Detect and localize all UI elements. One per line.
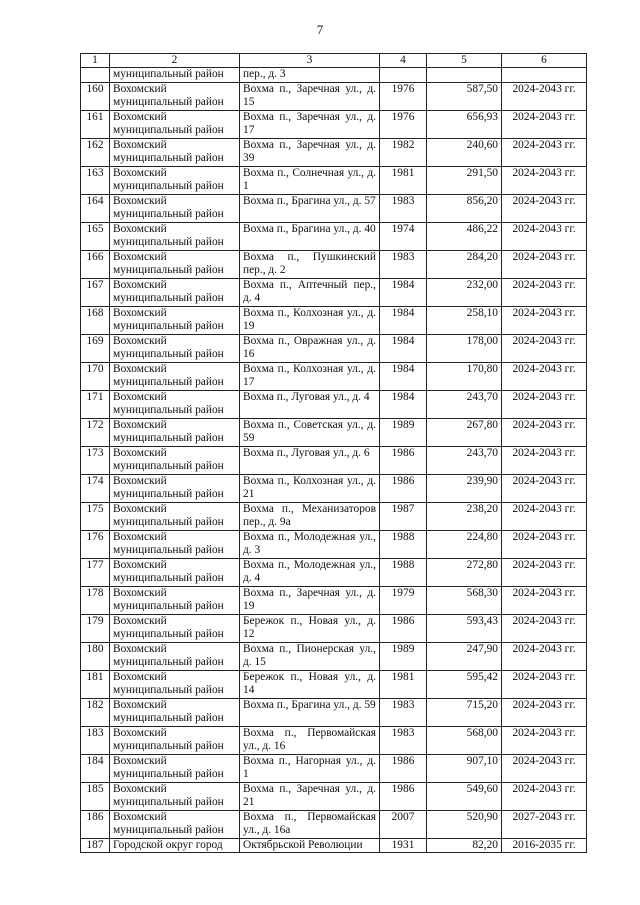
district-cell: Вохомский муниципальный район [110,670,240,698]
row-number-cell: 161 [81,110,110,138]
row-number-cell: 166 [81,250,110,278]
period-cell: 2024-2043 гг. [502,110,587,138]
year-cell: 1984 [380,278,427,306]
period-cell: 2024-2043 гг. [502,194,587,222]
period-cell: 2024-2043 гг. [502,726,587,754]
year-cell: 1976 [380,82,427,110]
address-cell: Вохма п., Заречная ул., д. 21 [240,782,380,810]
area-cell: 239,90 [427,474,502,502]
address-cell: Вохма п., Первомайская ул., д. 16а [240,810,380,838]
row-number-cell: 167 [81,278,110,306]
row-number-cell: 181 [81,670,110,698]
column-header: 5 [427,54,502,68]
period-cell: 2024-2043 гг. [502,642,587,670]
period-cell: 2027-2043 гг. [502,810,587,838]
table-row [81,782,587,810]
district-cell: Вохомский муниципальный район [110,222,240,250]
row-number-cell: 176 [81,530,110,558]
district-cell: муниципальный район [110,68,240,83]
address-cell: Вохма п., Советская ул., д. 59 [240,418,380,446]
table-row [81,642,587,670]
table-row [81,502,587,530]
address-cell: Вохма п., Колхозная ул., д. 17 [240,362,380,390]
period-cell: 2024-2043 гг. [502,306,587,334]
address-cell: Вохма п., Колхозная ул., д. 21 [240,474,380,502]
district-cell: Вохомский муниципальный район [110,614,240,642]
table-row [81,726,587,754]
address-cell: Вохма п., Луговая ул., д. 6 [240,446,380,474]
table-row [81,446,587,474]
continued-row [81,68,587,83]
district-cell: Вохомский муниципальный район [110,782,240,810]
area-cell: 520,90 [427,810,502,838]
period-cell: 2024-2043 гг. [502,586,587,614]
address-cell: Вохма п., Заречная ул., д. 19 [240,586,380,614]
period-cell: 2024-2043 гг. [502,138,587,166]
district-cell: Вохомский муниципальный район [110,138,240,166]
row-number-cell: 170 [81,362,110,390]
area-cell: 486,22 [427,222,502,250]
year-cell: 1983 [380,250,427,278]
period-cell: 2024-2043 гг. [502,502,587,530]
row-number-cell: 162 [81,138,110,166]
year-cell: 1979 [380,586,427,614]
year-cell: 1983 [380,698,427,726]
year-cell: 1982 [380,138,427,166]
area-cell: 291,50 [427,166,502,194]
area-cell: 238,20 [427,502,502,530]
district-cell: Городской округ город [110,838,240,853]
period-cell: 2024-2043 гг. [502,82,587,110]
address-cell: Вохма п., Пушкинский пер., д. 2 [240,250,380,278]
column-header: 2 [110,54,240,68]
year-cell: 1986 [380,782,427,810]
table-row [81,362,587,390]
table-body [81,68,587,839]
row-number-cell: 186 [81,810,110,838]
area-cell: 715,20 [427,698,502,726]
table-row [81,474,587,502]
column-header: 1 [81,54,110,68]
table-row [81,586,587,614]
table-row [81,418,587,446]
district-cell: Вохомский муниципальный район [110,558,240,586]
year-cell: 2007 [380,810,427,838]
period-cell [502,68,587,83]
year-cell: 1986 [380,474,427,502]
row-number-cell: 183 [81,726,110,754]
year-cell: 1984 [380,362,427,390]
table-row [81,278,587,306]
row-number-cell: 185 [81,782,110,810]
district-cell: Вохомский муниципальный район [110,194,240,222]
row-number-cell: 178 [81,586,110,614]
table-row [81,82,587,110]
period-cell: 2024-2043 гг. [502,250,587,278]
period-cell: 2024-2043 гг. [502,222,587,250]
address-cell: Вохма п., Колхозная ул., д. 19 [240,306,380,334]
period-cell: 2024-2043 гг. [502,558,587,586]
housing-register-table [80,53,587,853]
year-cell: 1984 [380,390,427,418]
period-cell: 2024-2043 гг. [502,166,587,194]
year-cell [380,68,427,83]
year-cell: 1986 [380,754,427,782]
address-cell: Вохма п., Заречная ул., д. 17 [240,110,380,138]
address-cell: Вохма п., Луговая ул., д. 4 [240,390,380,418]
row-number-cell: 174 [81,474,110,502]
table-row [81,530,587,558]
table-row [81,250,587,278]
row-number-cell: 172 [81,418,110,446]
address-cell: Октябрьской Революции [240,838,380,853]
district-cell: Вохомский муниципальный район [110,110,240,138]
district-cell: Вохомский муниципальный район [110,586,240,614]
address-cell: Вохма п., Аптечный пер., д. 4 [240,278,380,306]
area-cell: 272,80 [427,558,502,586]
address-cell: Вохма п., Нагорная ул., д. 1 [240,754,380,782]
district-cell: Вохомский муниципальный район [110,810,240,838]
area-cell: 178,00 [427,334,502,362]
address-cell: Вохма п., Пионерская ул., д. 15 [240,642,380,670]
row-number-cell: 175 [81,502,110,530]
row-number-cell: 177 [81,558,110,586]
year-cell: 1986 [380,614,427,642]
table-row-cut-off [81,838,587,853]
year-cell: 1989 [380,418,427,446]
column-header: 4 [380,54,427,68]
area-cell: 224,80 [427,530,502,558]
area-cell: 240,60 [427,138,502,166]
district-cell: Вохомский муниципальный район [110,502,240,530]
address-cell: Вохма п., Овражная ул., д. 16 [240,334,380,362]
table-row [81,194,587,222]
table-row [81,166,587,194]
address-cell: Вохма п., Солнечная ул., д. 1 [240,166,380,194]
area-cell: 587,50 [427,82,502,110]
district-cell: Вохомский муниципальный район [110,278,240,306]
district-cell: Вохомский муниципальный район [110,642,240,670]
district-cell: Вохомский муниципальный район [110,530,240,558]
year-cell: 1986 [380,446,427,474]
area-cell: 243,70 [427,446,502,474]
year-cell: 1988 [380,530,427,558]
year-cell: 1984 [380,306,427,334]
year-cell: 1976 [380,110,427,138]
row-number-cell: 164 [81,194,110,222]
area-cell: 656,93 [427,110,502,138]
period-cell: 2024-2043 гг. [502,334,587,362]
address-cell: Вохма п., Брагина ул., д. 57 [240,194,380,222]
table-row [81,810,587,838]
district-cell: Вохомский муниципальный район [110,334,240,362]
table-row [81,390,587,418]
table-row [81,222,587,250]
district-cell: Вохомский муниципальный район [110,698,240,726]
address-cell: пер., д. 3 [240,68,380,83]
district-cell: Вохомский муниципальный район [110,474,240,502]
area-cell: 170,80 [427,362,502,390]
area-cell: 267,80 [427,418,502,446]
row-number-cell: 163 [81,166,110,194]
area-cell: 907,10 [427,754,502,782]
address-cell: Вохма п., Брагина ул., д. 40 [240,222,380,250]
address-cell: Вохма п., Брагина ул., д. 59 [240,698,380,726]
row-number-cell: 160 [81,82,110,110]
district-cell: Вохомский муниципальный район [110,726,240,754]
row-number-cell: 165 [81,222,110,250]
area-cell: 856,20 [427,194,502,222]
table-row [81,558,587,586]
district-cell: Вохомский муниципальный район [110,446,240,474]
table-row [81,754,587,782]
year-cell: 1984 [380,334,427,362]
row-number-cell: 180 [81,642,110,670]
row-number-cell: 173 [81,446,110,474]
period-cell: 2024-2043 гг. [502,754,587,782]
year-cell: 1983 [380,726,427,754]
table-row [81,698,587,726]
table-row [81,138,587,166]
district-cell: Вохомский муниципальный район [110,390,240,418]
period-cell: 2024-2043 гг. [502,614,587,642]
district-cell: Вохомский муниципальный район [110,250,240,278]
period-cell: 2024-2043 гг. [502,670,587,698]
address-cell: Бережок п., Новая ул., д. 12 [240,614,380,642]
period-cell: 2024-2043 гг. [502,782,587,810]
address-cell: Вохма п., Молодежная ул., д. 4 [240,558,380,586]
page-number: 7 [316,22,324,37]
row-number-cell [81,68,110,83]
area-cell: 568,00 [427,726,502,754]
address-cell: Вохма п., Механизаторов пер., д. 9а [240,502,380,530]
area-cell: 568,30 [427,586,502,614]
area-cell: 593,43 [427,614,502,642]
district-cell: Вохомский муниципальный район [110,166,240,194]
district-cell: Вохомский муниципальный район [110,306,240,334]
district-cell: Вохомский муниципальный район [110,754,240,782]
row-number-cell: 169 [81,334,110,362]
column-header: 6 [502,54,587,68]
year-cell: 1987 [380,502,427,530]
district-cell: Вохомский муниципальный район [110,418,240,446]
area-cell: 232,00 [427,278,502,306]
year-cell: 1981 [380,166,427,194]
table-row [81,110,587,138]
period-cell: 2024-2043 гг. [502,530,587,558]
table-row [81,334,587,362]
address-cell: Вохма п., Молодежная ул., д. 3 [240,530,380,558]
address-cell: Вохма п., Первомайская ул., д. 16 [240,726,380,754]
year-cell: 1931 [380,838,427,853]
area-cell: 82,20 [427,838,502,853]
year-cell: 1983 [380,194,427,222]
row-number-cell: 179 [81,614,110,642]
area-cell [427,68,502,83]
table-row [81,670,587,698]
area-cell: 549,60 [427,782,502,810]
period-cell: 2024-2043 гг. [502,446,587,474]
year-cell: 1981 [380,670,427,698]
year-cell: 1988 [380,558,427,586]
table-row [81,306,587,334]
period-cell: 2024-2043 гг. [502,390,587,418]
area-cell: 595,42 [427,670,502,698]
period-cell: 2024-2043 гг. [502,698,587,726]
column-header: 3 [240,54,380,68]
area-cell: 258,10 [427,306,502,334]
period-cell: 2024-2043 гг. [502,418,587,446]
address-cell: Вохма п., Заречная ул., д. 39 [240,138,380,166]
address-cell: Вохма п., Заречная ул., д. 15 [240,82,380,110]
area-cell: 284,20 [427,250,502,278]
row-number-cell: 187 [81,838,110,853]
row-number-cell: 184 [81,754,110,782]
table-footer-row-group [81,838,587,853]
period-cell: 2024-2043 гг. [502,362,587,390]
table-row [81,614,587,642]
row-number-cell: 171 [81,390,110,418]
row-number-cell: 168 [81,306,110,334]
period-cell: 2024-2043 гг. [502,278,587,306]
period-cell: 2024-2043 гг. [502,474,587,502]
address-cell: Бережок п., Новая ул., д. 14 [240,670,380,698]
table-header [81,54,587,68]
district-cell: Вохомский муниципальный район [110,362,240,390]
row-number-cell: 182 [81,698,110,726]
area-cell: 243,70 [427,390,502,418]
area-cell: 247,90 [427,642,502,670]
district-cell: Вохомский муниципальный район [110,82,240,110]
period-cell: 2016-2035 гг. [502,838,587,853]
year-cell: 1989 [380,642,427,670]
year-cell: 1974 [380,222,427,250]
